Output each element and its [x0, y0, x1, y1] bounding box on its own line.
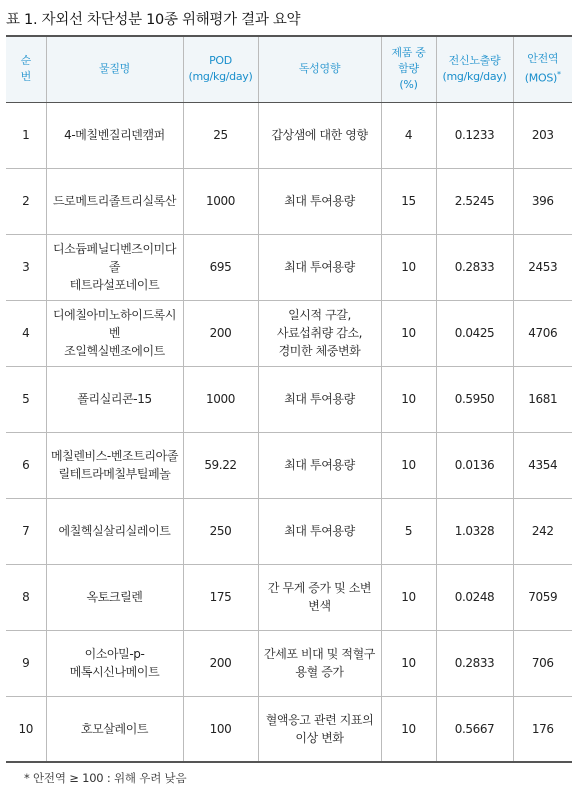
cell-mos: 1681 — [513, 366, 572, 432]
cell-toxicity: 최대 투여용량 — [258, 366, 381, 432]
cell-substance: 4-메칠벤질리덴캠퍼 — [46, 102, 183, 168]
cell-mos: 203 — [513, 102, 572, 168]
cell-substance: 메칠렌비스-벤조트리아졸 릴테트라메칠부틸페놀 — [46, 432, 183, 498]
cell-exposure: 0.0425 — [436, 300, 513, 366]
cell-toxicity: 혈액응고 관련 지표의 이상 변화 — [258, 696, 381, 762]
cell-exposure: 2.5245 — [436, 168, 513, 234]
cell-substance: 폴리실리콘-15 — [46, 366, 183, 432]
cell-content: 10 — [381, 234, 436, 300]
cell-no: 4 — [6, 300, 46, 366]
cell-content: 10 — [381, 564, 436, 630]
cell-pod: 25 — [183, 102, 258, 168]
cell-no: 3 — [6, 234, 46, 300]
cell-pod: 250 — [183, 498, 258, 564]
table-row — [6, 234, 572, 300]
cell-no: 2 — [6, 168, 46, 234]
header-content: 제품 중 함량 (%) — [381, 36, 436, 102]
table-row — [6, 102, 572, 168]
cell-substance: 드로메트리졸트리실록산 — [46, 168, 183, 234]
header-exposure: 전신노출량 (mg/kg/day) — [436, 36, 513, 102]
table-title: 표 1. 자외선 차단성분 10종 위해평가 결과 요약 — [6, 12, 301, 28]
cell-substance: 디소듐페닐디벤즈이미다졸 테트라설포네이트 — [46, 234, 183, 300]
header-toxicity: 독성영향 — [258, 36, 381, 102]
cell-pod: 1000 — [183, 366, 258, 432]
cell-mos: 4354 — [513, 432, 572, 498]
cell-no: 8 — [6, 564, 46, 630]
cell-pod: 695 — [183, 234, 258, 300]
cell-toxicity: 일시적 구갈, 사료섭취량 감소, 경미한 체중변화 — [258, 300, 381, 366]
header-mos: 안전역 (MOS)* — [513, 36, 572, 102]
table-row — [6, 366, 572, 432]
cell-content: 4 — [381, 102, 436, 168]
cell-content: 5 — [381, 498, 436, 564]
cell-mos: 396 — [513, 168, 572, 234]
cell-substance: 이소아밀-p- 메톡시신나메이트 — [46, 630, 183, 696]
cell-substance: 디에칠아미노하이드록시벤 조일헥실벤조에이트 — [46, 300, 183, 366]
header-no: 순 번 — [6, 36, 46, 102]
cell-no: 10 — [6, 696, 46, 762]
cell-mos: 2453 — [513, 234, 572, 300]
cell-mos: 7059 — [513, 564, 572, 630]
cell-exposure: 0.0136 — [436, 432, 513, 498]
cell-pod: 100 — [183, 696, 258, 762]
cell-no: 9 — [6, 630, 46, 696]
cell-exposure: 0.0248 — [436, 564, 513, 630]
table-row — [6, 696, 572, 762]
cell-mos: 4706 — [513, 300, 572, 366]
cell-substance: 호모살레이트 — [46, 696, 183, 762]
cell-toxicity: 최대 투여용량 — [258, 498, 381, 564]
cell-no: 5 — [6, 366, 46, 432]
cell-no: 1 — [6, 102, 46, 168]
header-pod: POD (mg/kg/day) — [183, 36, 258, 102]
cell-pod: 1000 — [183, 168, 258, 234]
table-row — [6, 168, 572, 234]
cell-substance: 에칠헥실살리실레이트 — [46, 498, 183, 564]
cell-exposure: 0.2833 — [436, 234, 513, 300]
cell-mos: 242 — [513, 498, 572, 564]
cell-pod: 200 — [183, 300, 258, 366]
table-row — [6, 630, 572, 696]
cell-toxicity: 최대 투여용량 — [258, 168, 381, 234]
cell-mos: 176 — [513, 696, 572, 762]
cell-content: 10 — [381, 630, 436, 696]
cell-mos: 706 — [513, 630, 572, 696]
table-row — [6, 300, 572, 366]
cell-content: 10 — [381, 366, 436, 432]
cell-toxicity: 간 무게 증가 및 소변 변색 — [258, 564, 381, 630]
cell-content: 10 — [381, 300, 436, 366]
table-body — [6, 102, 572, 762]
cell-toxicity: 최대 투여용량 — [258, 432, 381, 498]
cell-exposure: 0.5950 — [436, 366, 513, 432]
cell-content: 15 — [381, 168, 436, 234]
header-substance: 물질명 — [46, 36, 183, 102]
cell-content: 10 — [381, 432, 436, 498]
cell-toxicity: 갑상샘에 대한 영향 — [258, 102, 381, 168]
cell-pod: 59.22 — [183, 432, 258, 498]
cell-exposure: 0.2833 — [436, 630, 513, 696]
cell-exposure: 0.1233 — [436, 102, 513, 168]
cell-exposure: 0.5667 — [436, 696, 513, 762]
cell-toxicity: 최대 투여용량 — [258, 234, 381, 300]
cell-content: 10 — [381, 696, 436, 762]
table-row — [6, 432, 572, 498]
header-row — [6, 36, 572, 102]
risk-assessment-table — [6, 35, 572, 763]
cell-no: 7 — [6, 498, 46, 564]
cell-pod: 175 — [183, 564, 258, 630]
table-row — [6, 564, 572, 630]
cell-no: 6 — [6, 432, 46, 498]
footnote: * 안전역 ≥ 100 : 위해 우려 낮음 — [24, 771, 187, 785]
cell-toxicity: 간세포 비대 및 적혈구 용혈 증가 — [258, 630, 381, 696]
table-row — [6, 498, 572, 564]
cell-substance: 옥토크릴렌 — [46, 564, 183, 630]
cell-exposure: 1.0328 — [436, 498, 513, 564]
cell-pod: 200 — [183, 630, 258, 696]
